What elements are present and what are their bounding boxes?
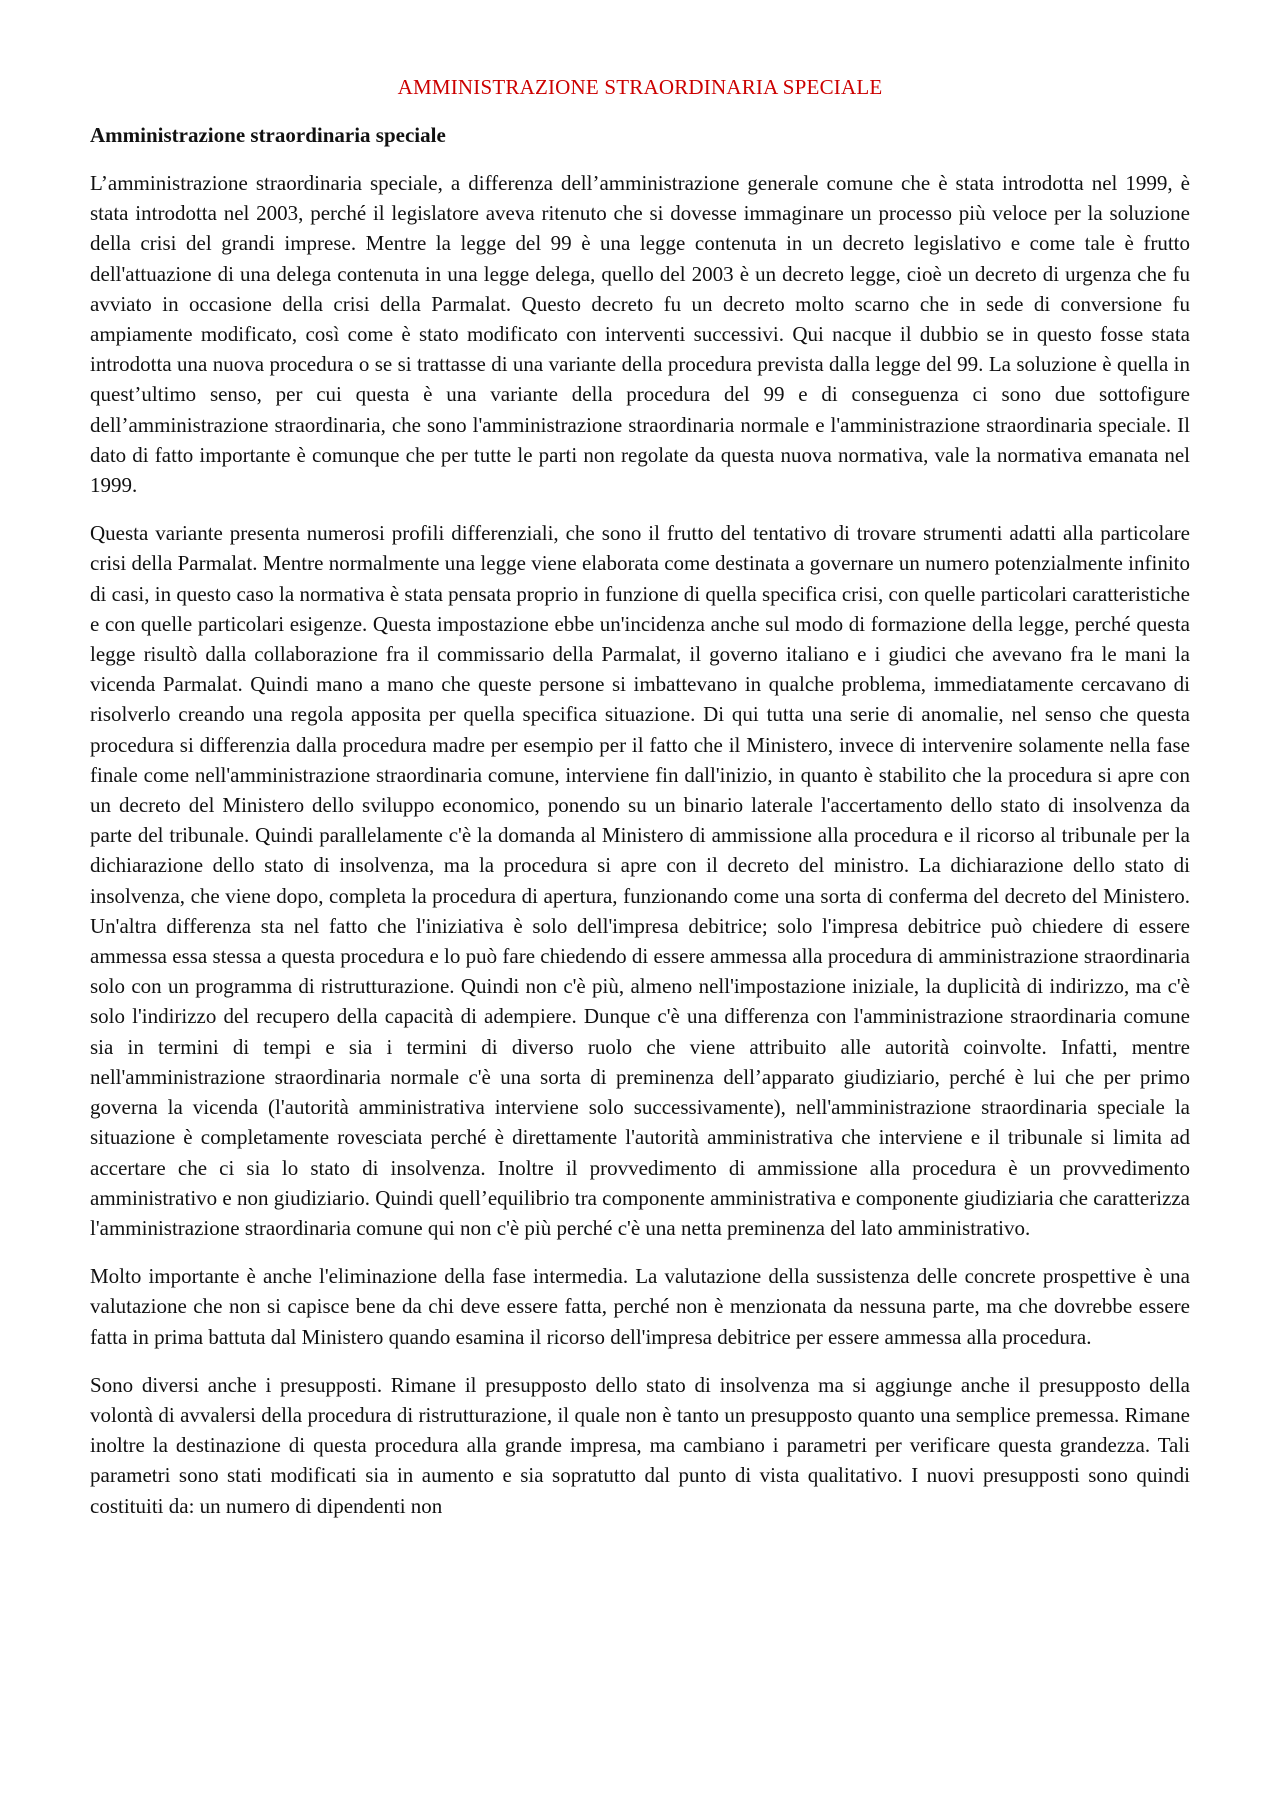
document-title: AMMINISTRAZIONE STRAORDINARIA SPECIALE <box>397 75 883 99</box>
paragraph-2: Questa variante presenta numerosi profili differenziali, che sono il frutto del tentativo di trovare strumenti adatti alla particolare crisi della Parmalat. Mentre normalmente una legge viene elaborata come destinata a governare un numero potenzialmente infinito di casi, in questo caso la normativa è stata pensata proprio in funzione di quella specifica crisi, con quelle particolari caratteristiche e con quelle particolari esigenze. Questa impostazione ebbe un'incidenza anche sul modo di formazione della legge, perché questa legge risultò dalla collaborazione fra il commissario della Parmalat, il governo italiano e i giudici che avevano fra le mani la vicenda Parmalat. Quindi mano a mano che queste persone si imbattevano in qualche problema, immediatamente cercavano di risolverlo creando una regola apposita per quella specifica situazione. Di qui tutta una serie di anomalie, nel senso che questa procedura si differenzia dalla procedura madre per esempio per il fatto che il Ministero, invece di intervenire solamente nella fase finale come nell'amministrazione straordinaria comune, interviene fin dall'inizio, in quanto è stabilito che la procedura si apre con un decreto del Ministero dello sviluppo economico, ponendo su un binario laterale l'accertamento dello stato di insolvenza da parte del tribunale. Quindi parallelamente c'è la domanda al Ministero di ammissione alla procedura e il ricorso al tribunale per la dichiarazione dello stato di insolvenza, ma la procedura si apre con il decreto del ministro. La dichiarazione dello stato di insolvenza, che viene dopo, completa la procedura di apertura, funzionando come una sorta di conferma del decreto del Ministero. Un'altra differenza sta nel fatto che l'iniziativa è solo dell'impresa debitrice; solo l'impresa debitrice può chiedere di essere ammessa essa stessa a questa procedura e lo può fare chiedendo di essere ammessa alla procedura di amministrazione straordinaria solo con un programma di ristrutturazione. Quindi non c'è più, almeno nell'impostazione iniziale, la duplicità di indirizzo, ma c'è solo l'indirizzo del recupero della capacità di adempiere. Dunque c'è una differenza con l'amministrazione straordinaria comune sia in termini di tempi e sia i termini di diverso ruolo che viene attribuito alle autorità coinvolte. Infatti, mentre nell'amministrazione straordinaria normale c'è una sorta di preminenza dell’apparato giudiziario, perché è lui che per primo governa la vicenda (l'autorità amministrativa interviene solo successivamente), nell'amministrazione straordinaria speciale la situazione è completamente rovesciata perché è direttamente l'autorità amministrativa che interviene e il tribunale si limita ad accertare che ci sia lo stato di insolvenza. Inoltre il provvedimento di ammissione alla procedura è un provvedimento amministrativo e non giudiziario. Quindi quell’equilibrio tra componente amministrativa e componente giudiziaria che caratterizza l'amministrazione straordinaria comune qui non c'è più perché c'è una netta preminenza del lato amministrativo. <box>90 521 1190 1240</box>
paragraph-4: Sono diversi anche i presupposti. Rimane il presupposto dello stato di insolvenza ma si aggiunge anche il presupposto della volontà di avvalersi della procedura di ristrutturazione, il quale non è tanto un presupposto quanto una semplice premessa. Rimane inoltre la destinazione di questa procedura alla grande impresa, ma cambiano i parametri per verificare questa grandezza. Tali parametri sono stati modificati sia in aumento e sia sopratutto dal punto di vista qualitativo. I nuovi presupposti sono quindi costituiti da: un numero di dipendenti non <box>90 1372 1190 1518</box>
section-heading: Amministrazione straordinaria speciale <box>90 123 446 147</box>
paragraph-3: Molto importante è anche l'eliminazione della fase intermedia. La valutazione della sussistenza delle concrete prospettive è una valutazione che non si capisce bene da chi deve essere fatta, perché non è menzionata da nessuna parte, ma che dovrebbe essere fatta in prima battuta dal Ministero quando esamina il ricorso dell'impresa debitrice per essere ammessa alla procedura. <box>90 1264 1190 1349</box>
paragraph-1: L’amministrazione straordinaria speciale, a differenza dell’amministrazione generale comune che è stata introdotta nel 1999, è stata introdotta nel 2003, perché il legislatore aveva ritenuto che si dovesse immaginare un processo più veloce per la soluzione della crisi del grandi imprese. Mentre la legge del 99 è una legge contenuta in un decreto legislativo e come tale è frutto dell'attuazione di una delega contenuta in una legge delega, quello del 2003 è un decreto legge, cioè un decreto di urgenza che fu avviato in occasione della crisi della Parmalat. Questo decreto fu un decreto molto scarno che in sede di conversione fu ampiamente modificato, così come è stato modificato con interventi successivi. Qui nacque il dubbio se in questo fosse stata introdotta una nuova procedura o se si trattasse di una variante della procedura prevista dalla legge del 99. La soluzione è quella in quest’ultimo senso, per cui questa è una variante della procedura del 99 e di conseguenza ci sono due sottofigure dell’amministrazione straordinaria, che sono l'amministrazione straordinaria normale e l'amministrazione straordinaria speciale. Il dato di fatto importante è comunque che per tutte le parti non regolate da questa nuova normativa, vale la normativa emanata nel 1999. <box>90 171 1190 498</box>
document-page <box>90 72 1190 1539</box>
